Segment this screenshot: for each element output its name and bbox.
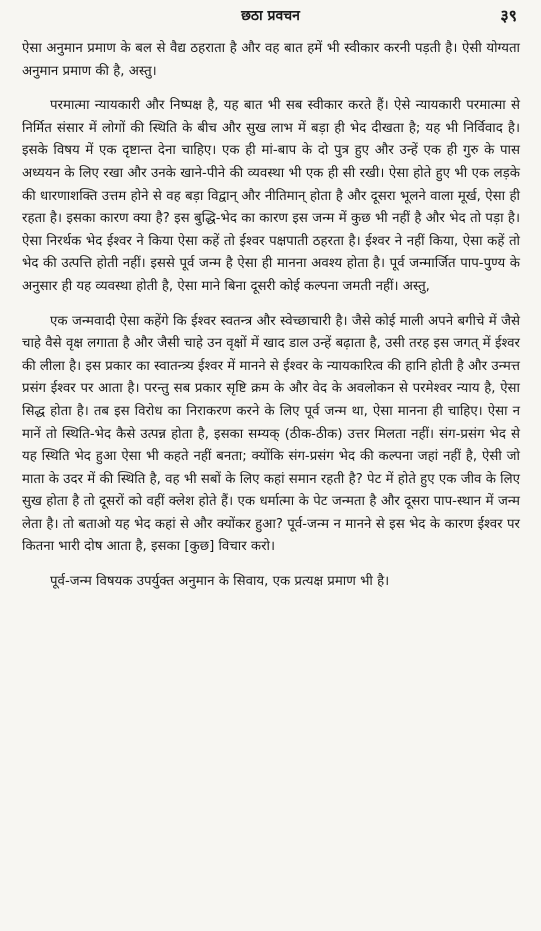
paragraph: परमात्मा न्यायकारी और निष्पक्ष है, यह बात भी सब स्वीकार करते हैं। ऐसे न्यायकारी परमात्मा से निर्मित संसार में लोगों की स्थिति के बीच और सुख लाभ में बड़ा ही भेद दीखता है; यह भी निर्विवाद है। इसके विषय में एक दृष्टान्त देना चाहिए। एक ही मां-बाप के दो पुत्र हुए और उन्हें एक ही गुरु के पास अध्ययन के लिए रखा और उनके खाने-पीने की व्यवस्था भी एक ही सी रखी। ऐसा होते हुए भी एक लड़के की धारणाशक्ति उत्तम होने से वह बड़ा विद्वान् और नीतिमान् होता है और दूसरा भूलने वाला मूर्ख, ऐसा ही रहता है। इसका कारण क्या है? इस बुद्धि-भेद का कारण इस जन्म में कुछ भी नहीं है और भेद तो पड़ा है। ऐसा निरर्थक भेद ईश्वर ने किया ऐसा कहें तो ईश्वर पक्षपाती ठहरता है। ईश्वर ने नहीं किया, ऐसा कहें तो भेद की उत्पत्ति होती नहीं। इससे पूर्व जन्म है ऐसा ही मानना अवश्य होता है। पूर्व जन्मार्जित पाप-पुण्य के अनुसार ही यह व्यवस्था होती है, ऐसा माने बिना दूसरी कोई कल्पना जमती नहीं। अस्तु, bbox=[22, 98, 520, 294]
paragraph: ऐसा अनुमान प्रमाण के बल से वैद्य ठहराता है और वह बात हमें भी स्वीकार करनी पड़ती है। ऐसी योग्यता अनुमान प्रमाण की है, अस्तु। bbox=[22, 41, 520, 79]
page-header bbox=[0, 4, 541, 30]
paragraph: पूर्व-जन्म विषयक उपर्युक्त अनुमान के सिवाय, एक प्रत्यक्ष प्रमाण भी है। bbox=[50, 574, 390, 590]
chapter-title: छठा प्रवचन bbox=[241, 8, 300, 24]
body-text bbox=[22, 38, 520, 594]
paragraph: एक जन्मवादी ऐसा कहेंगे कि ईश्वर स्वतन्त्र और स्वेच्छाचारी है। जैसे कोई माली अपने बगीचे में जैसे चाहे वैसे वृक्ष लगाता है और जैसी चाहे उन वृक्षों में खाद डाल उन्हें बढ़ाता है, उसी तरह इस जगत् में ईश्वर की लीला है। इस प्रकार का स्वातन्त्र्य ईश्वर में मानने से ईश्वर के न्यायकारित्व की हानि होती है और उन्मत्त प्रसंग ईश्वर पर आता है। परन्तु सब प्रकार सृष्टि क्रम के और वेद के अवलोकन से परमेश्वर न्याय है, ऐसा सिद्ध होता है। तब इस विरोध का निराकरण करने के लिए पूर्व जन्म था, ऐसा मानना ही चाहिए। ऐसा न मानें तो स्थिति-भेद कैसे उत्पन्न होता है, इसका सम्यक् (ठीक-ठीक) उत्तर मिलता नहीं। संग-प्रसंग भेद से यह स्थिति भेद हुआ ऐसा भी कहते नहीं बनता; क्योंकि संग-प्रसंग भेद की कल्पना जहां नहीं है, ऐसी जो माता के उदर में की स्थिति है, वह भी सबों के लिए कहां समान रहती है? पेट में होते हुए एक जीव के लिए सुख होता है तो दूसरों को वहीं क्लेश होते हैं। एक धर्मात्मा के पेट जन्मता है और दूसरा पाप-स्थान में जन्म लेता है। तो बताओ यह भेद कहां से और क्योंकर हुआ? पूर्व-जन्म न मानने से इस भेद के कारण ईश्वर पर कितना भारी दोष आता है, इसका [कुछ] विचार करो। bbox=[22, 313, 520, 555]
page-number: ३९ bbox=[500, 6, 517, 25]
